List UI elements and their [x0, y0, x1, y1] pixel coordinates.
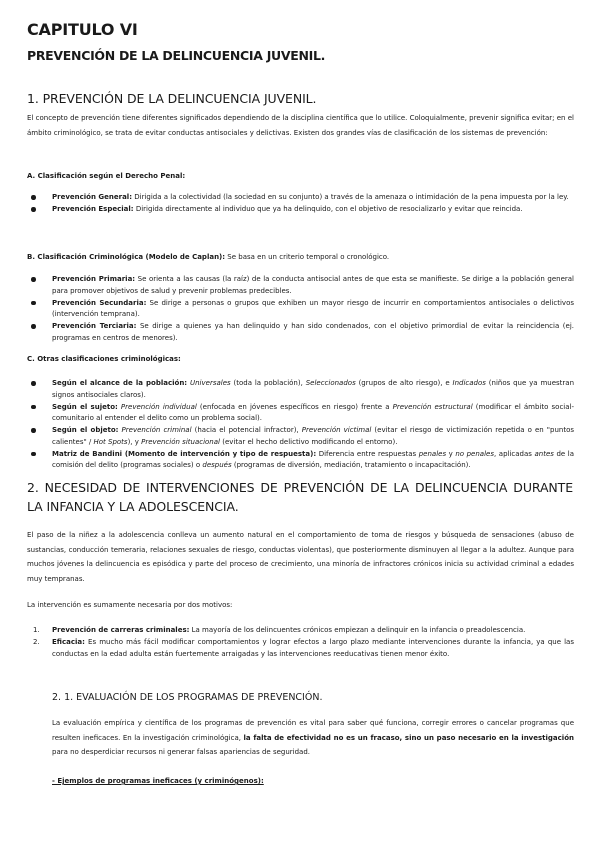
classification-c-list [27, 378, 574, 472]
list-item: 1. Prevención de carreras criminales: La mayoría de los delincuentes crónicos empiezan a delinquir en la infancia o preadolescencia. [33, 626, 526, 634]
section-1-intro: El concepto de prevención tiene diferentes significados dependiendo de la disciplina científica que lo utilice. Coloquialmente, prevenir significa evitar; en el ámbito criminológico, se trata de evitar conductas antisociales y delictivas. Existen dos grandes vías de clasificación de los sistemas de prevención: [27, 114, 574, 137]
list-item: Prevención Secundaria: Se dirige a personas o grupos que exhiben un mayor riesgo de incurrir en comportamientos antisociales o delictivos (intervención temprana). [27, 298, 574, 321]
bullet-icon [31, 452, 36, 457]
chapter-heading: CAPITULO VI [27, 20, 138, 39]
list-item: Según el alcance de la población: Universales (toda la población), Seleccionados (grupos de alto riesgo), e Indicados (niños que ya muestran signos antisociales claros). [27, 378, 574, 401]
classification-a-heading: A. Clasificación según el Derecho Penal: [27, 172, 186, 180]
bullet-icon [31, 301, 36, 306]
bullet-icon [31, 195, 36, 200]
list-item: Prevención Especial: Dirigida directamente al individuo que ya ha delinquido, con el objetivo de resocializarlo y evitar que reincida. [27, 204, 574, 216]
reasons-list [27, 625, 574, 661]
examples-heading: - Ejemplos de programas ineficaces (y criminógenos): [52, 777, 264, 785]
list-item: Prevención General: Dirigida a la colectividad (la sociedad en su conjunto) a través de la amenaza o intimidación de la pena impuesta por la ley. [27, 192, 574, 204]
bullet-icon [31, 324, 36, 329]
section-2-reasons-intro: La intervención es sumamente necesaria por dos motivos: [27, 601, 233, 609]
bullet-icon [31, 381, 36, 386]
subsection-2-1-heading: 2. 1. EVALUACIÓN DE LOS PROGRAMAS DE PREVENCIÓN. [52, 692, 323, 703]
classification-c-heading: C. Otras clasificaciones criminológicas: [27, 355, 181, 363]
list-item: Matriz de Bandini (Momento de intervención y tipo de respuesta): Diferencia entre respuestas penales y no penales, aplicadas antes de la comisión del delito (programas sociales) o después (programas de diversión, mediación, tratamiento o incapacitación). [27, 449, 574, 472]
bullet-icon [31, 405, 36, 410]
bullet-icon [31, 207, 36, 212]
bullet-icon [31, 277, 36, 282]
classification-b-list [27, 274, 574, 345]
list-item: Según el objeto: Prevención criminal (hacia el potencial infractor), Prevención victimal (evitar el riesgo de victimización repetida o en "puntos calientes" / Hot Spots), y Prevención situacional (evitar el hecho delictivo modificando el entorno). [27, 425, 574, 448]
section-2-heading: 2. NECESIDAD DE INTERVENCIONES DE PREVENCIÓN DE LA DELINCUENCIA DURANTE LA INFANCIA Y LA ADOLESCENCIA. [27, 480, 573, 514]
list-item: 2. Eficacia: Es mucho más fácil modificar comportamientos y lograr efectos a largo plazo mediante intervenciones durante la infancia, ya que las conductas en la edad adulta están fuertemente arraigadas y las intervenciones reeducativas tienen menor éxito. [33, 638, 574, 658]
evaluation-paragraph: La evaluación empírica y científica de los programas de prevención es vital para saber qué funciona, corregir errores o cancelar programas que resulten ineficaces. En la investigación criminológica, la falta de efectividad no es un fracaso, sino un paso necesario en la investigación para no desperdiciar recursos ni generar falsas apariencias de seguridad. [52, 719, 574, 756]
document-title: PREVENCIÓN DE LA DELINCUENCIA JUVENIL. [27, 48, 326, 63]
list-item: Prevención Primaria: Se orienta a las causas (la raíz) de la conducta antisocial antes de que esta se manifieste. Se dirige a la población general para promover objetivos de salud y prevenir problemas predecibles. [27, 274, 574, 297]
bullet-icon [31, 428, 36, 433]
list-item: Según el sujeto: Prevención individual (enfocada en jóvenes específicos en riesgo) frente a Prevención estructural (modificar el ámbito social-comunitario al entender el delito como un problema social). [27, 402, 574, 425]
classification-b-heading: B. Clasificación Criminológica (Modelo de Caplan): Se basa en un criterio temporal o cronológico. [27, 253, 390, 261]
list-item: Prevención Terciaria: Se dirige a quienes ya han delinquido y han sido condenados, con el objetivo primordial de evitar la reincidencia (ej. programas en centros de menores). [27, 321, 574, 344]
classification-a-list [27, 192, 574, 216]
section-1-heading: 1. PREVENCIÓN DE LA DELINCUENCIA JUVENIL. [27, 91, 317, 106]
section-2-paragraph: El paso de la niñez a la adolescencia conlleva un aumento natural en el comportamiento de toma de riesgos y búsqueda de sensaciones (abuso de sustancias, conducción temeraria, relaciones sexuales de riesgo, conductas violentas), que posteriormente disminuyen al llegar a la adultez. Aunque para muchos jóvenes la delincuencia es episódica y parte del proceso de crecimiento, una minoría de infractores crónicos inicia su actividad criminal a edades muy tempranas. [27, 531, 574, 583]
